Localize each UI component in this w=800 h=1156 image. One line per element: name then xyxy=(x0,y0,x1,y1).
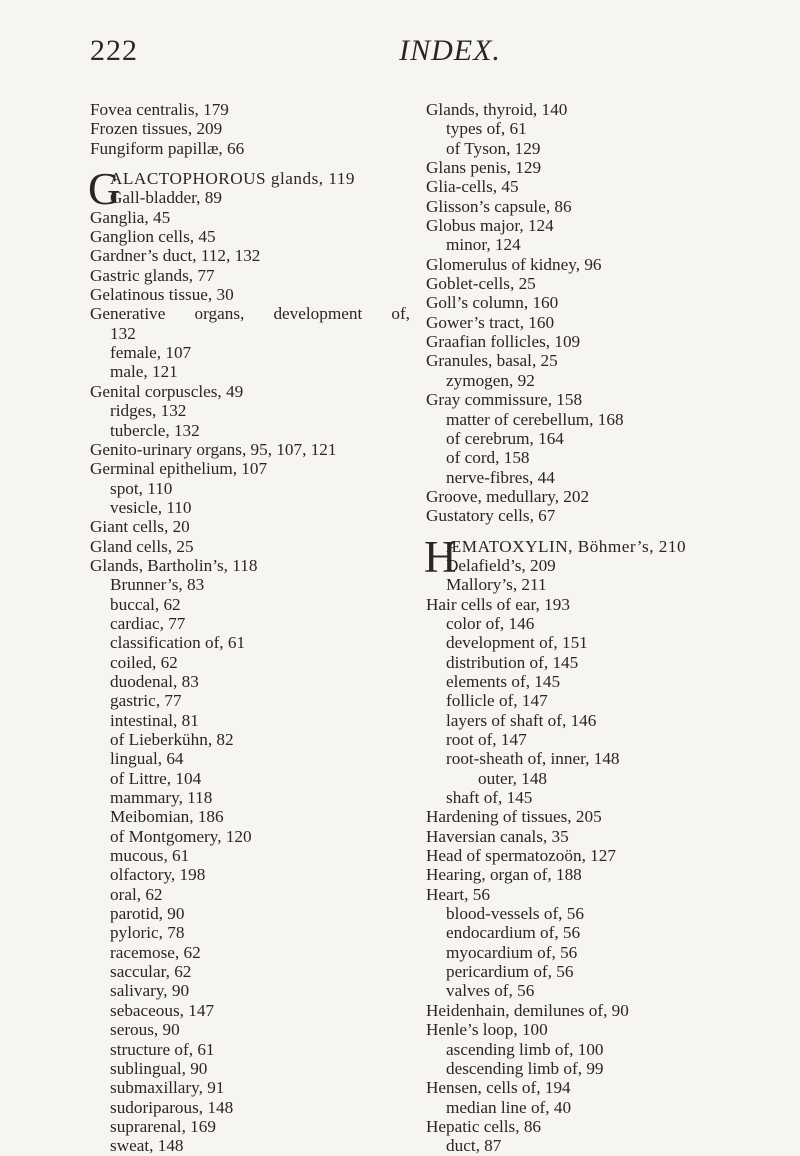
index-entry: Glomerulus of kidney, 96 xyxy=(426,254,602,274)
index-entry: Gardner’s duct, 112, 132 xyxy=(90,246,261,266)
index-entry: Delafield’s, 209 xyxy=(446,555,556,575)
index-subentry: mucous, 61 xyxy=(110,846,190,866)
index-subentry: of cerebrum, 164 xyxy=(446,428,564,448)
index-entry: Goll’s column, 160 xyxy=(426,293,559,313)
index-subentry: lingual, 64 xyxy=(110,749,184,769)
index-subentry: salivary, 90 xyxy=(110,981,190,1001)
index-subentry: root of, 147 xyxy=(446,730,527,749)
index-entry: ALACTOPHOROUS glands, 119 xyxy=(110,169,356,189)
index-subentry: duct, 87 xyxy=(446,1136,502,1156)
index-entry: Hepatic cells, 86 xyxy=(426,1116,542,1136)
index-subentry: buccal, 62 xyxy=(110,594,181,614)
index-subentry: Mallory’s, 211 xyxy=(446,575,547,595)
index-entry: Fovea centralis, 179 xyxy=(90,100,229,119)
index-subentry: vesicle, 110 xyxy=(110,497,192,517)
index-entry: Haversian canals, 35 xyxy=(426,826,569,846)
index-entry: Frozen tissues, 209 xyxy=(90,119,223,139)
index-entry: Globus major, 124 xyxy=(426,216,554,236)
index-entry: Ganglion cells, 45 xyxy=(90,227,216,247)
index-entry: Gastric glands, 77 xyxy=(90,265,215,285)
index-subentry: descending limb of, 99 xyxy=(446,1058,604,1078)
index-entry: Ganglia, 45 xyxy=(90,207,171,227)
index-subentry: male, 121 xyxy=(110,362,178,382)
index-column-left xyxy=(90,100,410,1156)
page-number: 222 xyxy=(90,34,138,67)
index-subentry: coiled, 62 xyxy=(110,652,178,672)
page-header xyxy=(90,34,740,74)
index-subentry: development of, 151 xyxy=(446,633,588,653)
index-entry: Glans penis, 129 xyxy=(426,158,542,178)
index-subentry: cardiac, 77 xyxy=(110,613,186,633)
index-subentry: tubercle, 132 xyxy=(110,420,200,440)
index-subentry: ridges, 132 xyxy=(110,401,187,421)
index-subentry: of cord, 158 xyxy=(446,448,530,468)
index-entry: Glands, Bartholin’s, 118 xyxy=(90,555,258,575)
index-entry: Goblet-cells, 25 xyxy=(426,274,536,294)
index-subentry: intestinal, 81 xyxy=(110,710,199,730)
index-subentry: structure of, 61 xyxy=(110,1039,215,1059)
index-subentry: median line of, 40 xyxy=(446,1097,572,1117)
index-subentry: of Lieberkühn, 82 xyxy=(110,730,234,749)
index-subentry: olfactory, 198 xyxy=(110,865,206,885)
index-subentry: ascending limb of, 100 xyxy=(446,1039,604,1059)
letter-section-heading xyxy=(424,531,766,582)
index-subentry: of Montgomery, 120 xyxy=(110,826,252,846)
index-entry: Genital corpuscles, 49 xyxy=(90,381,244,401)
index-subentry: duodenal, 83 xyxy=(110,671,199,691)
index-entry: Genito-urinary organs, 95, 107, 121 xyxy=(90,439,337,459)
index-entry: Heart, 56 xyxy=(426,884,490,904)
index-subentry: of Tyson, 129 xyxy=(446,138,541,158)
index-entry: Granules, basal, 25 xyxy=(426,351,558,371)
index-subentry: elements of, 145 xyxy=(446,671,561,691)
index-subentry: saccular, 62 xyxy=(110,962,192,982)
index-subentry: minor, 124 xyxy=(446,235,521,255)
index-subentry: racemose, 62 xyxy=(110,942,201,962)
index-subentry: sublingual, 90 xyxy=(110,1058,208,1078)
index-subentry: layers of shaft of, 146 xyxy=(446,710,597,730)
index-subentry: serous, 90 xyxy=(110,1020,180,1040)
index-entry: Gland cells, 25 xyxy=(90,536,194,556)
running-head: INDEX. xyxy=(399,34,501,67)
index-subentry: distribution of, 145 xyxy=(446,652,579,672)
index-entry: Graafian follicles, 109 xyxy=(426,332,581,352)
index-entry: Gall-bladder, 89 xyxy=(110,188,222,208)
index-subentry: suprarenal, 169 xyxy=(110,1116,216,1136)
index-subentry: sudoriparous, 148 xyxy=(110,1097,234,1117)
index-entry: Gray commissure, 158 xyxy=(426,390,583,410)
index-entry: Giant cells, 20 xyxy=(90,517,190,537)
index-entry: Head of spermatozoön, 127 xyxy=(426,846,616,866)
index-subentry: of Littre, 104 xyxy=(110,768,202,788)
index-entry: Generative organs, development of, xyxy=(90,304,410,324)
index-subentry: spot, 110 xyxy=(110,478,173,498)
index-subentry: follicle of, 147 xyxy=(446,691,548,711)
index-subentry: gastric, 77 xyxy=(110,691,182,711)
index-entry: Gustatory cells, 67 xyxy=(426,506,556,526)
index-subentry: female, 107 xyxy=(110,343,192,363)
index-subentry: nerve-fibres, 44 xyxy=(446,467,555,487)
drop-cap-letter: H xyxy=(424,531,457,582)
index-subentry: 132 xyxy=(110,323,136,343)
index-entry: Gelatinous tissue, 30 xyxy=(90,285,234,305)
index-column-right xyxy=(426,100,766,1156)
letter-section-heading xyxy=(88,164,410,215)
index-subentry: blood-vessels of, 56 xyxy=(446,904,584,924)
index-entry: Glisson’s capsule, 86 xyxy=(426,196,572,216)
index-subentry: zymogen, 92 xyxy=(446,370,535,390)
index-subentry: shaft of, 145 xyxy=(446,788,533,808)
index-subentry: root-sheath of, inner, 148 xyxy=(446,749,620,769)
index-subentry: sweat, 148 xyxy=(110,1136,184,1156)
index-entry: Germinal epithelium, 107 xyxy=(90,459,268,479)
index-entry: Glia-cells, 45 xyxy=(426,177,519,197)
index-subentry: Meibomian, 186 xyxy=(110,807,224,827)
index-subentry: mammary, 118 xyxy=(110,788,213,808)
index-subentry: color of, 146 xyxy=(446,613,535,633)
index-subentry: pericardium of, 56 xyxy=(446,962,574,982)
index-entry: ÆMATOXYLIN, Böhmer’s, 210 xyxy=(446,536,687,556)
index-subentry: myocardium of, 56 xyxy=(446,942,578,962)
index-entry: Hardening of tissues, 205 xyxy=(426,807,602,827)
index-subentry: endocardium of, 56 xyxy=(446,923,581,943)
index-subentry: matter of cerebellum, 168 xyxy=(446,409,624,429)
index-subentry: parotid, 90 xyxy=(110,904,185,924)
index-entry: Hearing, organ of, 188 xyxy=(426,865,582,885)
index-subentry: sebaceous, 147 xyxy=(110,1000,215,1020)
index-entry: Hair cells of ear, 193 xyxy=(426,594,570,614)
index-entry: Gower’s tract, 160 xyxy=(426,312,555,332)
index-entry: Hensen, cells of, 194 xyxy=(426,1078,571,1098)
index-subentry: classification of, 61 xyxy=(110,633,246,653)
index-subentry: pyloric, 78 xyxy=(110,923,185,943)
index-subentry: oral, 62 xyxy=(110,884,163,904)
index-subentry: submaxillary, 91 xyxy=(110,1078,225,1098)
index-subentry: valves of, 56 xyxy=(446,981,535,1001)
index-subentry: outer, 148 xyxy=(478,768,548,788)
drop-cap-letter: G xyxy=(88,164,121,215)
index-entry: Henle’s loop, 100 xyxy=(426,1020,548,1040)
index-entry: Heidenhain, demilunes of, 90 xyxy=(426,1000,629,1020)
index-entry: Glands, thyroid, 140 xyxy=(426,100,568,119)
index-entry: Groove, medullary, 202 xyxy=(426,486,590,506)
index-subentry: types of, 61 xyxy=(446,119,527,139)
index-subentry: Brunner’s, 83 xyxy=(110,575,205,595)
index-entry: Fungiform papillæ, 66 xyxy=(90,138,245,158)
